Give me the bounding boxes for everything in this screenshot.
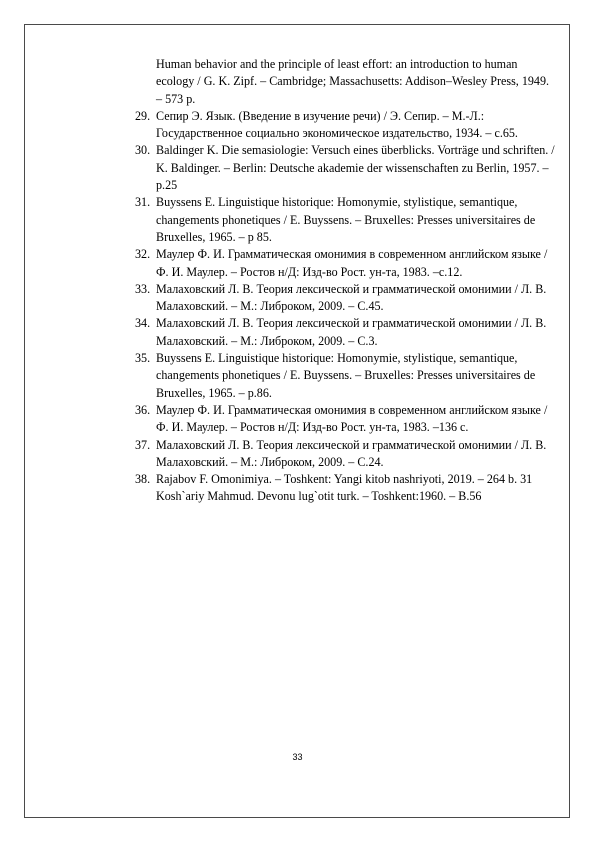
reference-item xyxy=(135,315,555,350)
reference-item xyxy=(135,402,555,437)
reference-number: 29. xyxy=(135,108,151,123)
reference-item xyxy=(135,108,555,143)
reference-text: Buyssens E. Linguistique historique: Homonymie, stylistique, semantique, changements phonetiques / E. Buyssens. – Bruxelles: Presses universitaires de Bruxelles, 1965. – p 85. xyxy=(156,195,536,244)
reference-number: 37. xyxy=(135,437,151,452)
reference-text: Buyssens E. Linguistique historique: Homonymie, stylistique, semantique, changements phonetiques / E. Buyssens. – Bruxelles: Presses universitaires de Bruxelles, 1965. – p.86. xyxy=(156,351,536,400)
reference-list xyxy=(135,56,555,506)
reference-item xyxy=(135,437,555,472)
reference-text: Rajabov F. Omonimiya. – Toshkent: Yangi kitob nashriyoti, 2019. – 264 b. 31 Kosh`ariy Mahmud. Devonu lug`otit turk. – Toshkent:1960. – B.56 xyxy=(156,472,533,504)
reference-text: Human behavior and the principle of least effort: an introduction to human ecology / G. K. Zipf. – Cambridge; Massachusetts: Addison–Wesley Press, 1949. – 573 p. xyxy=(156,57,550,106)
reference-number: 38. xyxy=(135,472,151,487)
reference-text: Малаховский Л. В. Теория лексической и грамматической омонимии / Л. В. Малаховский. – М.: Либроком, 2009. – С.45. xyxy=(156,281,547,314)
reference-number: 32. xyxy=(135,247,151,262)
reference-item xyxy=(135,142,555,194)
reference-text: Маулер Ф. И. Грамматическая омонимия в современном английском языке / Ф. И. Маулер. – Ростов н/Д: Изд-во Рост. ун-та, 1983. –136 с. xyxy=(156,402,548,435)
reference-number: 35. xyxy=(135,351,151,366)
reference-text: Малаховский Л. В. Теория лексической и грамматической омонимии / Л. В. Малаховский. – М.: Либроком, 2009. – С.24. xyxy=(156,437,547,469)
reference-text: Маулер Ф. И. Грамматическая омонимия в современном английском языке / Ф. И. Маулер. – Ростов н/Д: Изд-во Рост. ун-та, 1983. –с.12. xyxy=(156,247,548,279)
reference-item xyxy=(135,56,555,108)
reference-number: 33. xyxy=(135,281,151,296)
reference-item xyxy=(135,281,555,316)
reference-text: Baldinger K. Die semasiologie: Versuch eines überblicks. Vorträge und schriften. / K. Baldinger. – Berlin: Deutsche akademie der wissenschaften zu Berlin, 1957. – p.25 xyxy=(156,143,555,193)
page-number: 33 xyxy=(292,752,303,762)
reference-number: 31. xyxy=(135,195,151,210)
reference-number: 34. xyxy=(135,316,151,331)
reference-item xyxy=(135,246,555,281)
reference-item xyxy=(135,471,555,506)
reference-number: 36. xyxy=(135,402,151,417)
reference-item xyxy=(135,194,555,246)
reference-item xyxy=(135,350,555,402)
reference-text: Малаховский Л. В. Теория лексической и грамматической омонимии / Л. В. Малаховский. – М.: Либроком, 2009. – С.3. xyxy=(156,316,547,348)
reference-text: Сепир Э. Язык. (Введение в изучение речи) / Э. Сепир. – М.-Л.: Государственное социально экономическое издательство, 1934. – с.65. xyxy=(156,108,518,141)
reference-number: 30. xyxy=(135,143,151,158)
